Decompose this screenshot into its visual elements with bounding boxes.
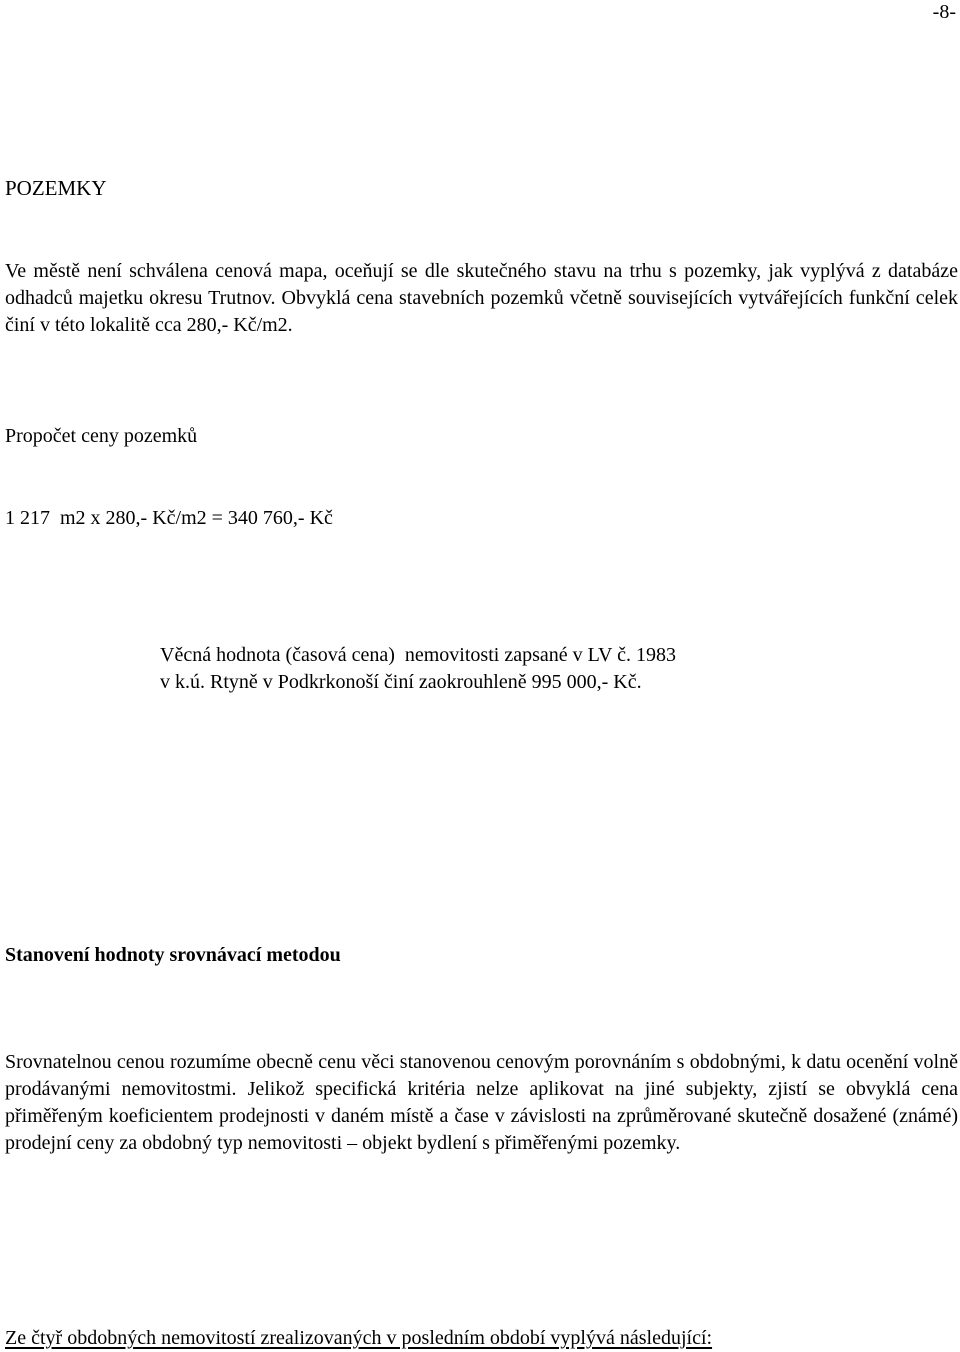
calculation-formula: 1 217 m2 x 280,- Kč/m2 = 340 760,- Kč (5, 507, 333, 529)
section-heading-land: POZEMKY (5, 176, 107, 200)
page-number: -8- (932, 1, 956, 23)
summary-line-1: Věcná hodnota (časová cena) nemovitosti zapsané v LV č. 1983 (160, 644, 676, 666)
land-paragraph: Ve městě není schválena cenová mapa, oceňují se dle skutečného stavu na trhu s pozemky, jak vyplývá z databáze odhadců majetku okresu Trutnov. Obvyklá cena stavebních pozemků včetně souvisejících vytvářejících funkční celek činí v této lokalitě cca 280,- Kč/m2. (5, 260, 958, 336)
summary-statement (160, 642, 860, 696)
comparison-paragraph: Srovnatelnou cenou rozumíme obecně cenu věci stanovenou cenovým porovnáním s obdobnými, k datu ocenění volně prodávanými nemovitostmi. Jelikož specifická kritéria nelze aplikovat na jiné subjekty, zjistí se obvyklá cena přiměřeným koeficientem prodejnosti v daném místě a čase v závislosti na zprůměrované skutečně dosažené (známé) prodejní ceny za obdobný typ nemovitosti – objekt bydlení s přiměřenými pozemky. (5, 1051, 958, 1154)
section-heading-comparison: Stanovení hodnoty srovnávací metodou (5, 944, 341, 966)
calculation-title: Propočet ceny pozemků (5, 425, 198, 447)
closing-line: Ze čtyř obdobných nemovitostí zrealizovaných v posledním období vyplývá následující: (5, 1327, 713, 1349)
summary-line-2: v k.ú. Rtyně v Podkrkonoší činí zaokrouhleně 995 000,- Kč. (160, 671, 642, 693)
